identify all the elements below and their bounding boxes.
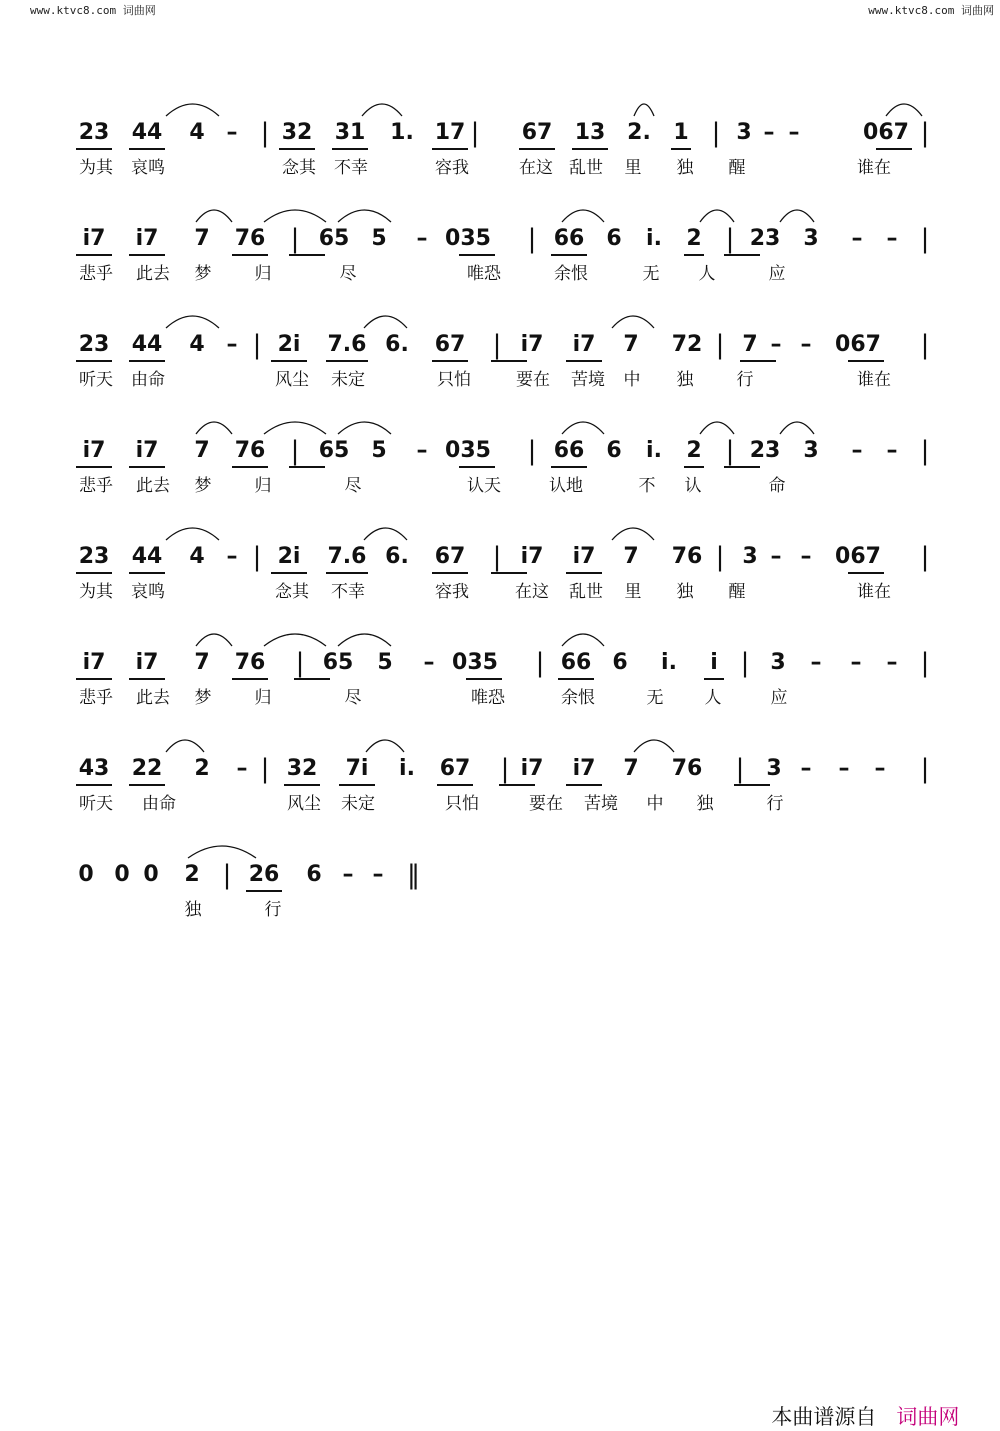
- note-token: i.: [646, 438, 662, 463]
- lyric-token: 应: [768, 264, 786, 284]
- bar-line: |: [715, 330, 725, 360]
- lyric-token: 独: [696, 794, 714, 814]
- note-token: 67: [434, 544, 466, 569]
- lyric-token: 谁在: [857, 582, 891, 602]
- lyric-token: 无: [646, 688, 664, 708]
- note-token: 7: [623, 332, 639, 357]
- note-token: 3: [736, 120, 752, 145]
- bar-line: |: [222, 860, 232, 890]
- lyric-token: 在这: [519, 158, 553, 178]
- source-label: 本曲谱源自: [771, 1405, 877, 1429]
- note-token: i7: [135, 438, 159, 463]
- lyric-token: 梦: [194, 264, 212, 284]
- lyric-token: 悲乎: [79, 476, 113, 496]
- lyric-token: 不幸: [331, 582, 365, 602]
- note-token: 66: [553, 226, 585, 251]
- bar-line: |: [295, 648, 305, 678]
- note-token: 2.: [627, 120, 651, 145]
- bar-line: |: [492, 330, 502, 360]
- note-token: 65: [318, 226, 350, 251]
- lyric-token: 此去: [136, 264, 170, 284]
- bar-line: |: [470, 118, 480, 148]
- note-token: –: [800, 756, 812, 781]
- note-token: 6: [606, 438, 622, 463]
- note-token: –: [226, 120, 238, 145]
- note-token: i.: [399, 756, 415, 781]
- lyric-line: [74, 648, 934, 748]
- lyric-token: 苦境: [584, 794, 618, 814]
- note-token: 23: [749, 226, 781, 251]
- jianpu-score: [74, 0, 934, 960]
- bar-line: |: [740, 648, 750, 678]
- note-token: 23: [78, 332, 110, 357]
- note-token: 6: [306, 862, 322, 887]
- lyric-token: 悲乎: [79, 688, 113, 708]
- note-token: 4: [189, 120, 205, 145]
- slur-arc: [634, 104, 654, 116]
- lyric-token: 乱世: [569, 582, 603, 602]
- note-token: i7: [135, 650, 159, 675]
- bar-line: |: [527, 224, 537, 254]
- score-system: [74, 542, 934, 642]
- note-token: i.: [646, 226, 662, 251]
- note-token: 23: [78, 544, 110, 569]
- note-token: 44: [131, 120, 163, 145]
- slur-arc: [886, 104, 922, 116]
- note-token: 7.6: [327, 332, 367, 357]
- lyric-token: 只怕: [445, 794, 479, 814]
- lyric-token: 不: [638, 476, 656, 496]
- lyric-token: 里: [624, 158, 642, 178]
- note-token: 23: [749, 438, 781, 463]
- lyric-token: 谁在: [857, 370, 891, 390]
- note-token: 7: [623, 756, 639, 781]
- note-token: 067: [835, 544, 881, 569]
- lyric-token: 风尘: [275, 370, 309, 390]
- note-token: –: [886, 226, 898, 251]
- lyric-token: 由命: [142, 794, 176, 814]
- note-token: 44: [131, 332, 163, 357]
- lyric-token: 为其: [79, 582, 113, 602]
- lyric-token: 要在: [516, 370, 550, 390]
- note-token: i7: [82, 650, 106, 675]
- note-token: 43: [78, 756, 110, 781]
- bar-line: |: [290, 224, 300, 254]
- note-token: –: [763, 120, 775, 145]
- note-token: –: [226, 332, 238, 357]
- slur-arc: [166, 104, 219, 116]
- note-token: i7: [82, 226, 106, 251]
- note-token: 5: [371, 226, 387, 251]
- note-token: i7: [135, 226, 159, 251]
- lyric-token: 念其: [282, 158, 316, 178]
- note-token: –: [800, 332, 812, 357]
- lyric-token: 尽: [339, 264, 357, 284]
- note-token: 67: [434, 332, 466, 357]
- note-token: 44: [131, 544, 163, 569]
- note-token: 5: [377, 650, 393, 675]
- lyric-token: 容我: [435, 582, 469, 602]
- lyric-token: 行: [264, 900, 282, 920]
- bar-line: |: [252, 542, 262, 572]
- note-token: –: [851, 438, 863, 463]
- note-token: 72: [671, 332, 703, 357]
- note-token: 0: [78, 862, 94, 887]
- bar-line: |: [260, 118, 270, 148]
- note-token: 6: [606, 226, 622, 251]
- lyric-token: 行: [736, 370, 754, 390]
- note-token: 0: [114, 862, 130, 887]
- lyric-token: 认: [684, 476, 702, 496]
- watermark-left: www.ktvc8.com 词曲网: [30, 4, 156, 17]
- lyric-token: 中: [623, 370, 641, 390]
- lyric-token: 人: [704, 688, 722, 708]
- lyric-token: 余恨: [561, 688, 595, 708]
- note-token: 2i: [277, 332, 301, 357]
- note-token: i7: [520, 756, 544, 781]
- slur-arc: [362, 104, 402, 116]
- note-token: –: [416, 226, 428, 251]
- lyric-line: [74, 224, 934, 324]
- lyric-token: 无: [642, 264, 660, 284]
- lyric-token: 唯恐: [467, 264, 501, 284]
- bar-line: |: [252, 330, 262, 360]
- note-token: –: [770, 332, 782, 357]
- score-system: [74, 118, 934, 218]
- note-token: 035: [452, 650, 498, 675]
- note-token: 0: [143, 862, 159, 887]
- note-token: 2: [686, 226, 702, 251]
- note-token: i7: [520, 332, 544, 357]
- note-token: 035: [445, 226, 491, 251]
- lyric-token: 此去: [136, 688, 170, 708]
- note-token: 035: [445, 438, 491, 463]
- note-token: 6: [612, 650, 628, 675]
- bar-line: |: [920, 436, 930, 466]
- note-token: –: [838, 756, 850, 781]
- lyric-token: 容我: [435, 158, 469, 178]
- note-token: 23: [78, 120, 110, 145]
- note-token: 22: [131, 756, 163, 781]
- lyric-token: 在这: [515, 582, 549, 602]
- source-credit: [758, 1377, 959, 1431]
- bar-line: |: [715, 542, 725, 572]
- note-token: 7: [742, 332, 758, 357]
- note-token: 6.: [385, 544, 409, 569]
- score-system: [74, 436, 934, 536]
- note-token: 067: [863, 120, 909, 145]
- note-token: –: [886, 438, 898, 463]
- lyric-token: 独: [676, 158, 694, 178]
- note-token: 3: [742, 544, 758, 569]
- note-token: i7: [82, 438, 106, 463]
- note-token: 2i: [277, 544, 301, 569]
- note-token: i7: [572, 332, 596, 357]
- note-token: –: [810, 650, 822, 675]
- note-token: –: [423, 650, 435, 675]
- score-system: [74, 648, 934, 748]
- note-token: 31: [334, 120, 366, 145]
- note-token: 7: [194, 650, 210, 675]
- bar-line: |: [920, 118, 930, 148]
- note-token: 76: [234, 226, 266, 251]
- lyric-token: 由命: [131, 370, 165, 390]
- note-token: 67: [521, 120, 553, 145]
- note-token: 26: [248, 862, 280, 887]
- lyric-line: [74, 436, 934, 536]
- note-token: 67: [439, 756, 471, 781]
- lyric-token: 人: [698, 264, 716, 284]
- lyric-token: 不幸: [334, 158, 368, 178]
- lyric-token: 独: [676, 582, 694, 602]
- lyric-token: 应: [770, 688, 788, 708]
- note-token: –: [770, 544, 782, 569]
- note-token: –: [800, 544, 812, 569]
- bar-line: |: [711, 118, 721, 148]
- note-token: 32: [286, 756, 318, 781]
- note-token: 5: [371, 438, 387, 463]
- note-token: 067: [835, 332, 881, 357]
- lyric-token: 醒: [728, 158, 746, 178]
- note-token: 7: [623, 544, 639, 569]
- note-token: 7: [194, 226, 210, 251]
- bar-line: |: [920, 542, 930, 572]
- note-token: 4: [189, 544, 205, 569]
- bar-line: |: [535, 648, 545, 678]
- lyric-token: 乱世: [569, 158, 603, 178]
- lyric-line: [74, 118, 934, 218]
- bar-line: |: [920, 224, 930, 254]
- note-token: i7: [520, 544, 544, 569]
- note-token: –: [788, 120, 800, 145]
- note-token: 7i: [345, 756, 369, 781]
- note-token: –: [372, 862, 384, 887]
- note-token: –: [342, 862, 354, 887]
- lyric-token: 归: [254, 688, 272, 708]
- note-token: 76: [234, 438, 266, 463]
- lyric-token: 念其: [275, 582, 309, 602]
- note-token: 7: [194, 438, 210, 463]
- note-token: 76: [671, 544, 703, 569]
- lyric-token: 梦: [194, 688, 212, 708]
- note-token: 76: [234, 650, 266, 675]
- bar-line: |: [500, 754, 510, 784]
- lyric-token: 行: [766, 794, 784, 814]
- note-token: 32: [281, 120, 313, 145]
- note-token: 76: [671, 756, 703, 781]
- note-token: 4: [189, 332, 205, 357]
- note-token: 66: [560, 650, 592, 675]
- note-token: 13: [574, 120, 606, 145]
- lyric-token: 听天: [79, 794, 113, 814]
- note-token: 3: [766, 756, 782, 781]
- note-token: 2: [194, 756, 210, 781]
- note-token: 3: [770, 650, 786, 675]
- note-token: –: [886, 650, 898, 675]
- note-token: 2: [184, 862, 200, 887]
- bar-line: ‖: [407, 860, 420, 890]
- score-system: [74, 754, 934, 854]
- bar-line: |: [260, 754, 270, 784]
- note-token: 3: [803, 226, 819, 251]
- lyric-token: 归: [254, 476, 272, 496]
- bar-line: |: [920, 330, 930, 360]
- note-token: –: [851, 226, 863, 251]
- note-token: i.: [661, 650, 677, 675]
- lyric-token: 醒: [728, 582, 746, 602]
- bar-line: |: [725, 224, 735, 254]
- score-system: [74, 224, 934, 324]
- note-token: 1.: [390, 120, 414, 145]
- lyric-token: 独: [676, 370, 694, 390]
- bar-line: |: [735, 754, 745, 784]
- bar-line: |: [920, 648, 930, 678]
- lyric-token: 认天: [467, 476, 501, 496]
- lyric-token: 要在: [529, 794, 563, 814]
- note-token: –: [236, 756, 248, 781]
- note-token: –: [226, 544, 238, 569]
- bar-line: |: [725, 436, 735, 466]
- bar-line: |: [920, 754, 930, 784]
- note-token: 17: [434, 120, 466, 145]
- note-token: 66: [553, 438, 585, 463]
- lyric-token: 哀鸣: [131, 158, 165, 178]
- lyric-token: 未定: [341, 794, 375, 814]
- note-token: –: [874, 756, 886, 781]
- lyric-token: 谁在: [857, 158, 891, 178]
- lyric-token: 此去: [136, 476, 170, 496]
- watermark-right: www.ktvc8.com 词曲网: [868, 4, 994, 17]
- note-token: 1: [673, 120, 689, 145]
- note-token: 65: [322, 650, 354, 675]
- lyric-token: 独: [184, 900, 202, 920]
- note-token: 7.6: [327, 544, 367, 569]
- lyric-token: 命: [768, 476, 786, 496]
- lyric-token: 余恨: [554, 264, 588, 284]
- brand-link[interactable]: 词曲网: [896, 1405, 960, 1429]
- lyric-token: 中: [646, 794, 664, 814]
- lyric-token: 里: [624, 582, 642, 602]
- lyric-token: 尽: [344, 688, 362, 708]
- note-token: i: [710, 650, 718, 675]
- score-system: [74, 860, 934, 960]
- lyric-token: 归: [254, 264, 272, 284]
- bar-line: |: [527, 436, 537, 466]
- lyric-line: [74, 330, 934, 430]
- lyric-token: 唯恐: [471, 688, 505, 708]
- note-token: 2: [686, 438, 702, 463]
- lyric-token: 只怕: [437, 370, 471, 390]
- lyric-token: 尽: [344, 476, 362, 496]
- lyric-line: [74, 860, 934, 960]
- lyric-token: 为其: [79, 158, 113, 178]
- bar-line: |: [290, 436, 300, 466]
- bar-line: |: [492, 542, 502, 572]
- lyric-token: 哀鸣: [131, 582, 165, 602]
- note-token: 65: [318, 438, 350, 463]
- lyric-token: 梦: [194, 476, 212, 496]
- note-token: –: [416, 438, 428, 463]
- lyric-token: 风尘: [287, 794, 321, 814]
- lyric-token: 悲乎: [79, 264, 113, 284]
- lyric-token: 苦境: [571, 370, 605, 390]
- lyric-line: [74, 754, 934, 854]
- lyric-line: [74, 542, 934, 642]
- lyric-token: 听天: [79, 370, 113, 390]
- lyric-token: 未定: [331, 370, 365, 390]
- note-token: i7: [572, 544, 596, 569]
- score-system: [74, 330, 934, 430]
- note-token: 3: [803, 438, 819, 463]
- note-token: i7: [572, 756, 596, 781]
- lyric-token: 认地: [549, 476, 583, 496]
- note-token: –: [850, 650, 862, 675]
- note-token: 6.: [385, 332, 409, 357]
